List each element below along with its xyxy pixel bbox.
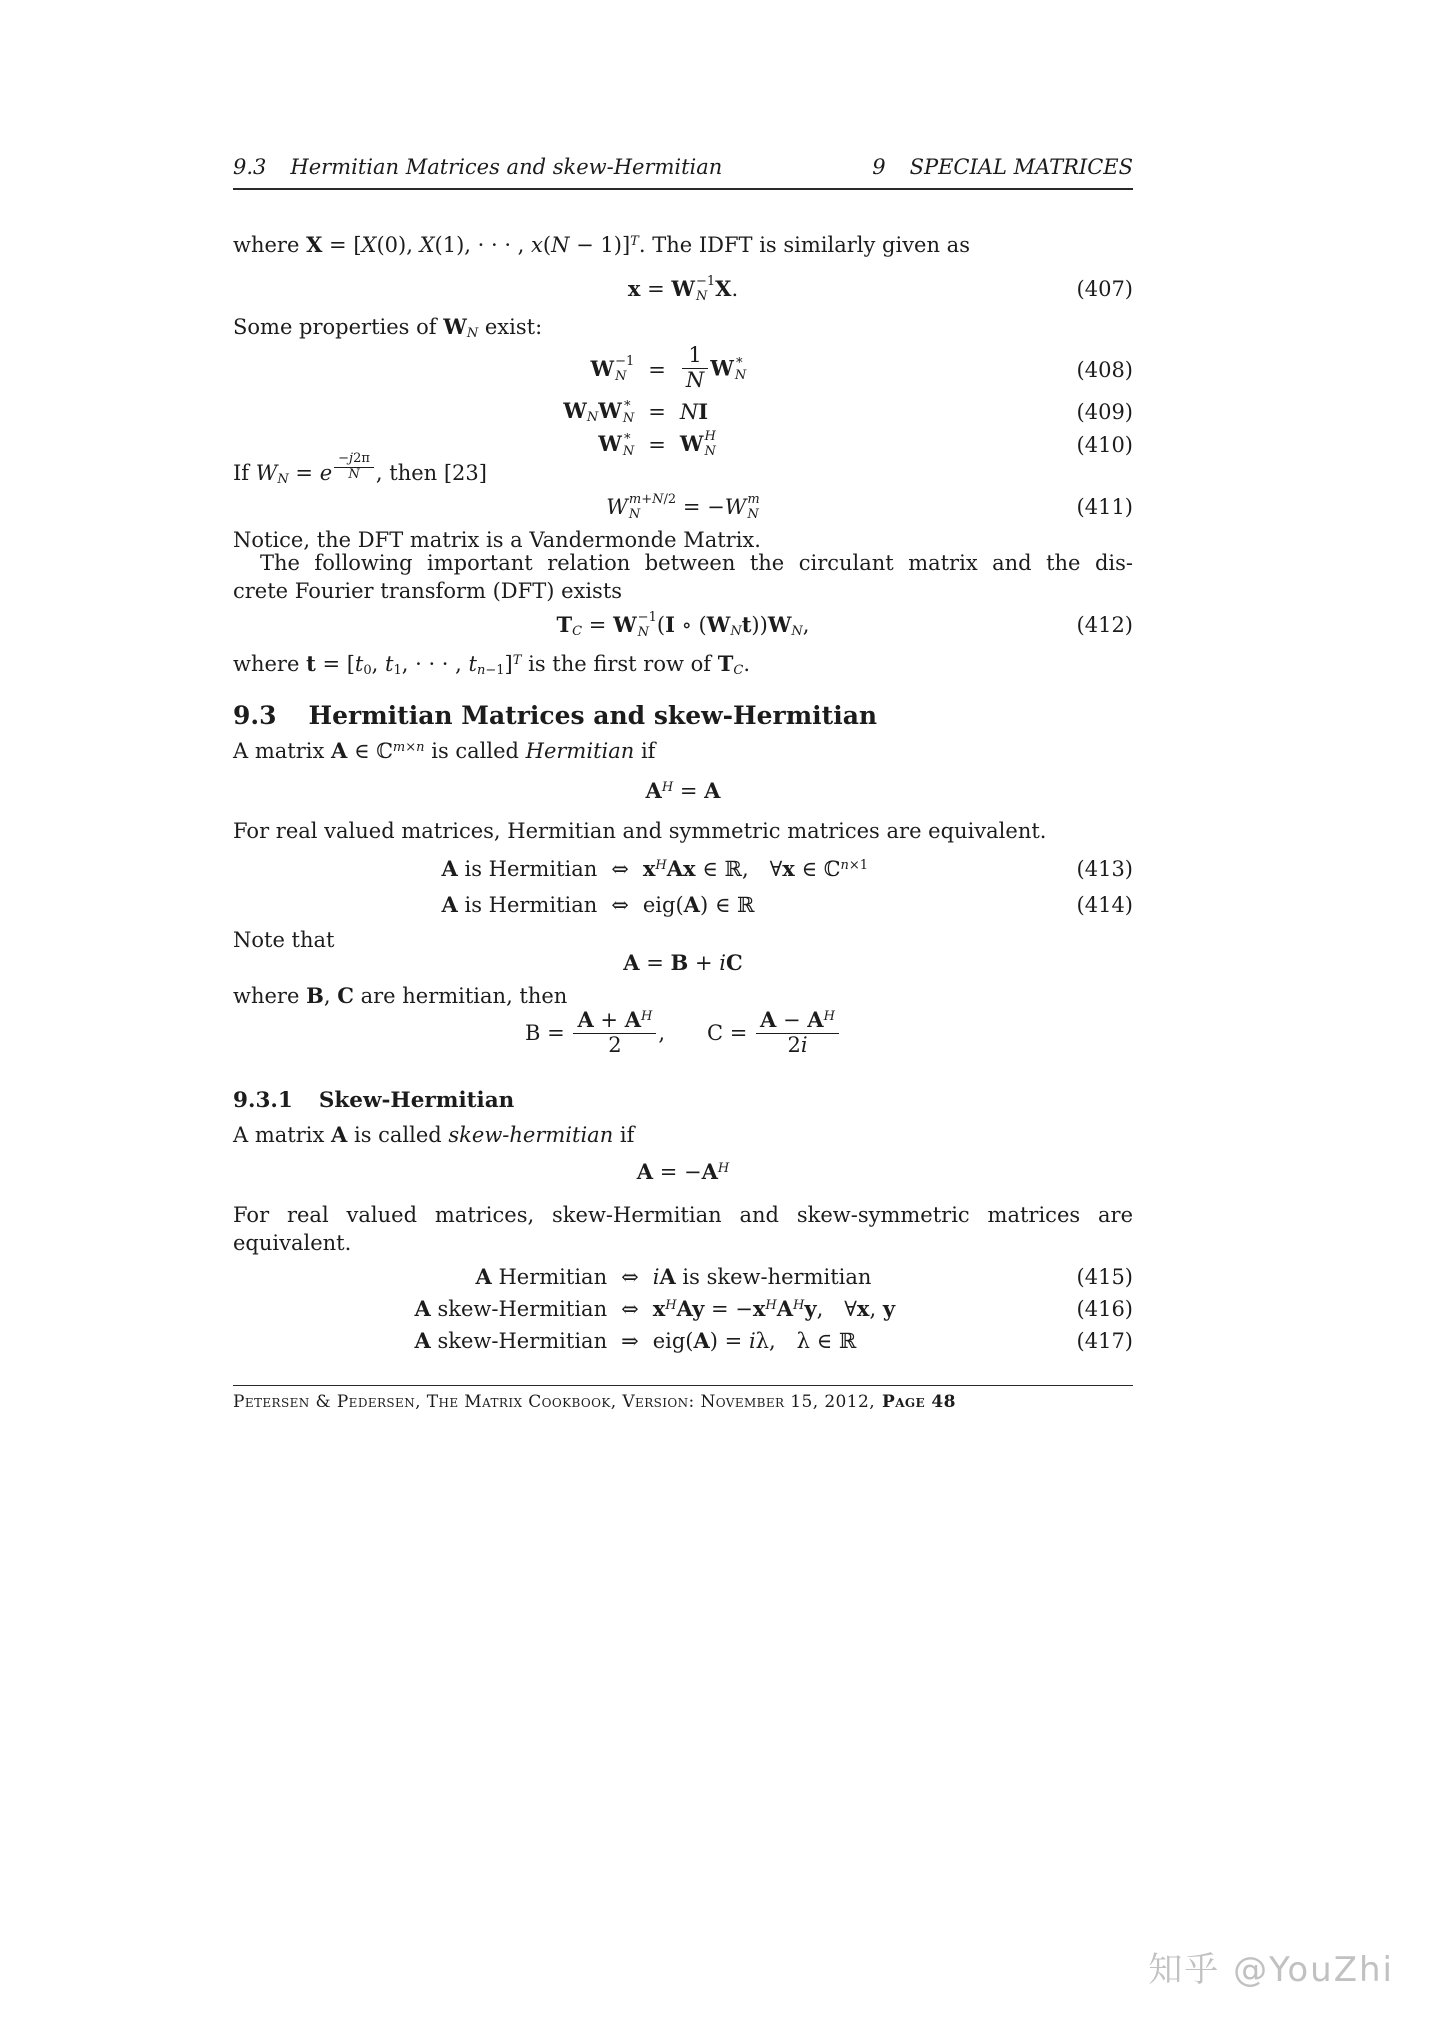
equation-411 xyxy=(233,489,1133,525)
equation-number: (411) xyxy=(1076,495,1133,519)
footer-citation: Petersen & Pedersen, The Matrix Cookbook, Version: November 15, 2012, xyxy=(233,1392,876,1412)
eq415-relation: ⇔ xyxy=(621,1265,639,1289)
paragraph-line: For real valued matrices, skew-Hermitian and skew-symmetric matrices are xyxy=(233,1203,1133,1227)
watermark: 知乎 @YouZhi xyxy=(1148,1950,1394,1990)
equation-body: $A = -A^H$ xyxy=(636,1159,730,1184)
eq417-rhs: eig(A) = iλ, λ ∈ ℝ xyxy=(652,1328,857,1353)
eq409-lhs: $W_NW$ ∗ N xyxy=(563,395,635,426)
equation-412 xyxy=(233,608,1133,642)
eq415-rhs: iA is skew-hermitian xyxy=(652,1264,872,1289)
eq416-relation: ⇔ xyxy=(621,1297,639,1321)
eq410-lhs: W ∗ N xyxy=(598,429,635,459)
paragraph-if: If $W_N = e$ $^{\frac{-j2\pi}{N}}$ , then [23] xyxy=(233,451,487,488)
eq417-lhs: A skew-Hermitian xyxy=(414,1328,608,1353)
section-title: Hermitian Matrices and skew-Hermitian xyxy=(308,701,878,730)
equation-body: x = W −1 N X. xyxy=(627,273,739,304)
eq414-rhs: eig(A) ∈ ℝ xyxy=(642,892,755,917)
chapter-title: SPECIAL MATRICES xyxy=(909,155,1133,179)
equation-b-c-fractions xyxy=(233,1007,1133,1059)
paragraph-where-bc: where B, C are hermitian, then xyxy=(233,983,568,1008)
footer-rule xyxy=(233,1385,1133,1386)
eq417-relation: ⇒ xyxy=(621,1329,639,1353)
equation-number: (416) xyxy=(1076,1297,1133,1321)
footer xyxy=(233,1392,1133,1412)
paragraph-skew-def: A matrix A is called skew-hermitian if xyxy=(233,1122,635,1147)
paragraph-idft: where X = [X(0), X(1), · · · , x(N − 1)]$^T$. The IDFT is similarly given as xyxy=(233,232,970,257)
header-rule xyxy=(233,188,1133,190)
equation-number: (409) xyxy=(1076,399,1133,424)
equation-body: $T_C = W$ −1 N (I ∘ $(W_Nt))W_N$, xyxy=(556,609,810,640)
section-number: 9.3 xyxy=(233,701,277,730)
eq413-relation: ⇔ xyxy=(611,857,629,881)
running-header-left xyxy=(233,155,722,179)
paragraph-hermitian-def: A matrix A ∈ ℂ$^{m\times n}$ is called Hermitian if xyxy=(233,738,656,763)
eq414-relation: ⇔ xyxy=(611,893,629,917)
eq410-rhs: W H N xyxy=(679,429,716,459)
paragraph-line: The following important relation between the circulant matrix and the dis- xyxy=(260,551,1133,575)
text-column xyxy=(233,0,1133,2036)
running-header-right xyxy=(872,155,1133,179)
section-heading-93 xyxy=(233,699,1133,733)
equation-number: (410) xyxy=(1076,432,1133,457)
section-number: 9.3 xyxy=(233,155,267,179)
equation-407 xyxy=(233,272,1133,306)
equation-number: (408) xyxy=(1076,358,1133,383)
equation-number: (417) xyxy=(1076,1329,1133,1353)
equation-group-408-410 xyxy=(233,343,1133,460)
eq413-rhs: $x^HAx$ ∈ ℝ, ∀x ∈ ℂ$^{n\times 1}$ xyxy=(642,856,869,881)
equation-skew-hermitian xyxy=(233,1156,1133,1188)
section-heading-931 xyxy=(233,1086,1133,1116)
eq415-lhs: A Hermitian xyxy=(475,1264,608,1289)
eq408-relation: = xyxy=(648,358,666,383)
equation-b-plus-ic xyxy=(233,947,1133,979)
paragraph-line: crete Fourier transform (DFT) exists xyxy=(233,579,623,603)
section-number: 9.3.1 xyxy=(233,1088,293,1113)
equation-number: (413) xyxy=(1076,857,1133,881)
paragraph-real-symmetric: For real valued matrices, Hermitian and symmetric matrices are equivalent. xyxy=(233,819,1047,843)
section-title: Skew-Hermitian xyxy=(318,1088,515,1113)
eq409-relation: = xyxy=(648,399,666,424)
section-title: Hermitian Matrices and skew-Hermitian xyxy=(290,155,723,179)
equation-number: (415) xyxy=(1076,1265,1133,1289)
footer-page-number: Page 48 xyxy=(882,1392,956,1412)
equation-body: W m+N/2 N = −W m N xyxy=(606,491,760,522)
eq409-rhs: NI xyxy=(679,398,709,424)
equation-body: A = B + iC xyxy=(623,950,743,975)
eq416-lhs: A skew-Hermitian xyxy=(414,1296,608,1321)
eq414-lhs: A is Hermitian xyxy=(441,892,598,917)
paragraph-skew-real xyxy=(233,1201,1133,1257)
running-header xyxy=(233,155,1133,179)
equation-number: (412) xyxy=(1076,613,1133,637)
equation-group-413-414 xyxy=(233,852,1133,922)
equation-hermitian xyxy=(233,775,1133,807)
paragraph-notice: Notice, the DFT matrix is a Vandermonde Matrix. xyxy=(233,528,761,552)
paragraph-note: Note that xyxy=(233,928,335,952)
equation-body: B = $\frac{A + A^H}{2}$ , C = $\frac{A - A^H}{2i}$ xyxy=(525,1021,841,1045)
paragraph-relation xyxy=(233,549,1133,605)
equation-group-415-417 xyxy=(233,1262,1133,1356)
equation-number: (407) xyxy=(1076,277,1133,301)
chapter-number: 9 xyxy=(872,155,886,179)
equation-number: (414) xyxy=(1076,893,1133,917)
paragraph-line: equivalent. xyxy=(233,1231,352,1255)
eq416-rhs: $x^HAy = -x^HA^Hy$, ∀x, y xyxy=(652,1296,896,1321)
eq413-lhs: A is Hermitian xyxy=(441,856,598,881)
paragraph-properties: Some properties of $W_N$ exist: xyxy=(233,314,543,342)
eq408-rhs: $\frac{1}{N}$ W ∗ N xyxy=(680,346,746,394)
eq408-lhs: W −1 N xyxy=(590,354,635,384)
paragraph-first-row: where $t = [t_0$, $t_1$, · · · , $t_{n-1}]^T$ is the first row of $T_C$. xyxy=(233,651,751,679)
equation-body: $A^H = A$ xyxy=(645,778,721,803)
eq410-relation: = xyxy=(648,432,666,457)
